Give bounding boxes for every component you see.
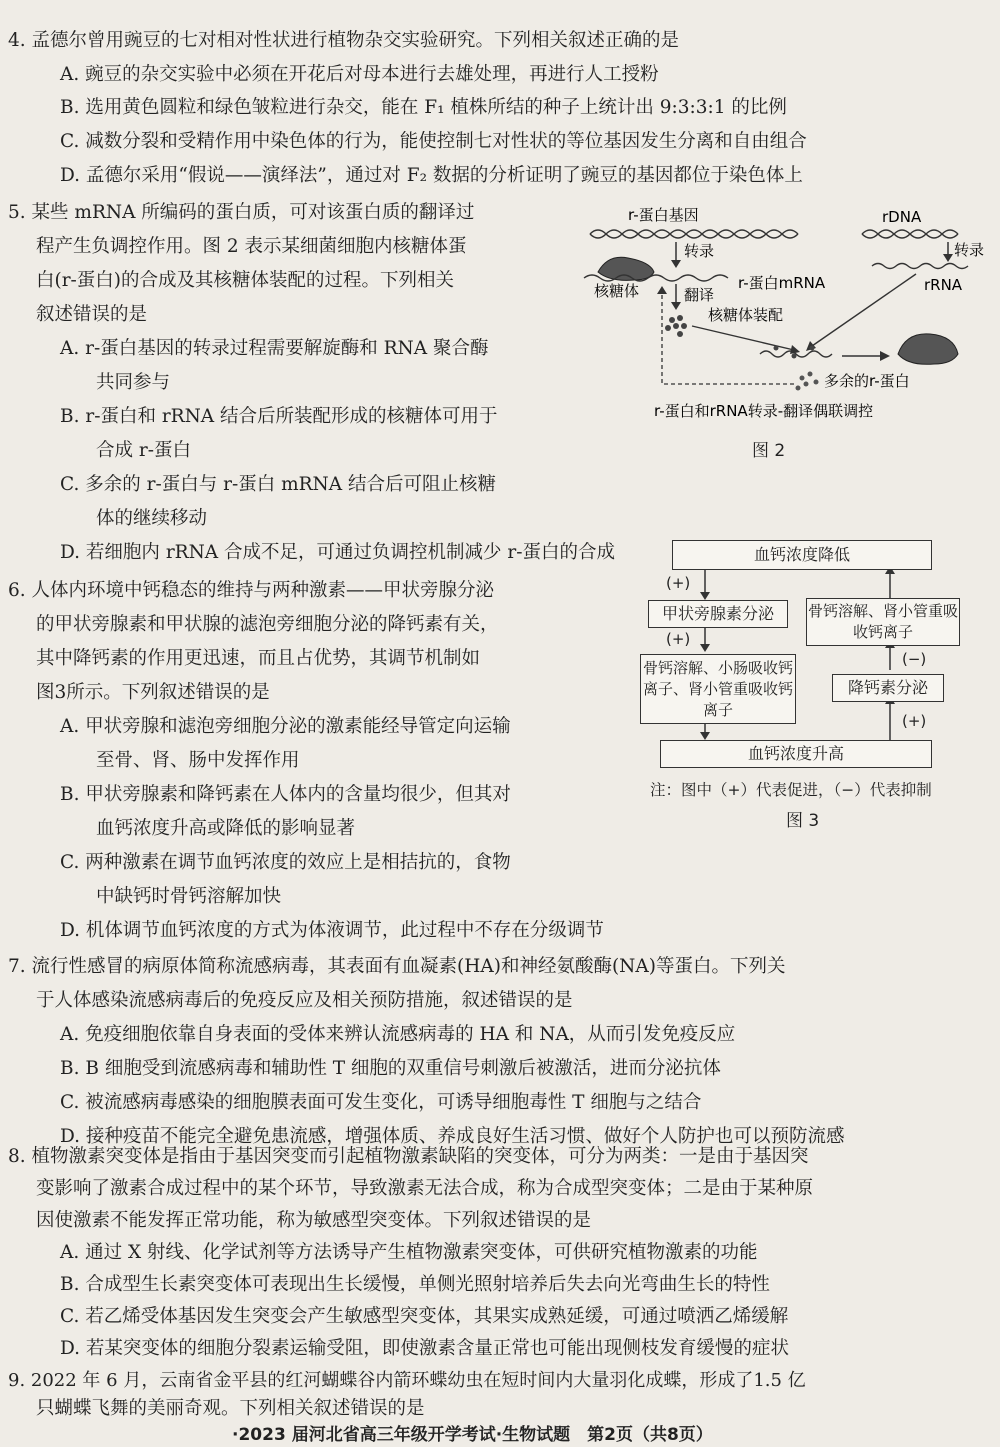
q8-stem-line3: 因使激素不能发挥正常功能，称为敏感型突变体。下列叙述错误的是 — [36, 1210, 592, 1231]
fig3-ct-box: 降钙素分泌 — [832, 674, 944, 702]
fig2-transcribe-label-2: 转录 — [954, 241, 985, 259]
q5-option-d: D. 若细胞内 rRNA 合成不足，可通过负调控机制减少 r-蛋白的合成 — [60, 542, 615, 563]
q5-option-c-cont: 体的继续移动 — [96, 508, 208, 529]
q9-stem-line1: 9. 2022 年 6 月，云南省金平县的红河蝴蝶谷内箭环蝶幼虫在短时间内大量羽化成蝶，形成了1.5 亿 — [8, 1370, 806, 1391]
q4-option-d: D. 孟德尔采用“假说——演绎法”，通过对 F₂ 数据的分析证明了豌豆的基因都位于染色体上 — [60, 165, 803, 186]
fig3-sign-plus-2: (+) — [666, 630, 691, 648]
q8-stem-line2: 变影响了激素合成过程中的某个环节，导致激素无法合成，称为合成型突变体；二是由于某种原 — [36, 1178, 814, 1199]
q8-option-d: D. 若某突变体的细胞分裂素运输受阻，即使激素含量正常也可能出现侧枝发育缓慢的症状 — [60, 1338, 789, 1359]
q7-stem-line1: 7. 流行性感冒的病原体简称流感病毒，其表面有血凝素(HA)和神经氨酸酶(NA)等蛋白。下列关 — [8, 956, 786, 977]
q6-stem-line3: 其中降钙素的作用更迅速，而且占优势，其调节机制如 — [36, 648, 481, 669]
page-footer: ·2023 届河北省高三年级开学考试·生物试题 第2页（共8页） — [232, 1425, 713, 1445]
q8-option-c: C. 若乙烯受体基因发生突变会产生敏感型突变体，其果实成熟延缓，可通过喷洒乙烯缓解 — [60, 1306, 789, 1327]
q4-option-a: A. 豌豆的杂交实验中必须在开花后对母本进行去雄处理，再进行人工授粉 — [60, 64, 659, 85]
q4-option-c: C. 减数分裂和受精作用中染色体的行为，能使控制七对性状的等位基因发生分离和自由组合 — [60, 131, 807, 152]
q6-option-b: B. 甲状旁腺素和降钙素在人体内的含量均很少，但其对 — [60, 784, 511, 805]
q5-stem-line2: 程产生负调控作用。图 2 表示某细菌细胞内核糖体蛋 — [36, 236, 467, 257]
q6-stem-line4: 图3所示。下列叙述错误的是 — [36, 682, 270, 703]
fig2-ribosome-label: 核糖体 — [594, 282, 640, 300]
fig2-rrna-label: rRNA — [924, 276, 963, 294]
fig2-translate-label: 翻译 — [684, 286, 715, 304]
fig2-caption: 图 2 — [752, 441, 786, 461]
fig3-right-effect-box: 骨钙溶解、肾小管重吸收钙离子 — [806, 598, 960, 646]
fig3-low-calcium-box: 血钙浓度降低 — [672, 540, 932, 570]
q7-option-c: C. 被流感病毒感染的细胞膜表面可发生变化，可诱导细胞毒性 T 细胞与之结合 — [60, 1092, 702, 1113]
q5-option-a: A. r-蛋白基因的转录过程需要解旋酶和 RNA 聚合酶 — [60, 338, 489, 359]
fig2-rdna-label: rDNA — [882, 208, 922, 226]
fig3-note: 注：图中（+）代表促进，（−）代表抑制 — [650, 781, 932, 799]
fig3-sign-plus-3: (+) — [902, 712, 927, 730]
q5-stem-line3: 白(r-蛋白)的合成及其核糖体装配的过程。下列相关 — [36, 270, 455, 291]
q6-stem-line1: 6. 人体内环境中钙稳态的维持与两种激素——甲状旁腺分泌 — [8, 580, 495, 601]
q6-stem-line2: 的甲状旁腺素和甲状腺的滤泡旁细胞分泌的降钙素有关， — [36, 614, 499, 635]
q6-option-c: C. 两种激素在调节血钙浓度的效应上是相拮抗的，食物 — [60, 852, 511, 873]
fig2-mrna-label: r-蛋白mRNA — [738, 274, 826, 292]
q6-option-c-cont: 中缺钙时骨钙溶解加快 — [96, 886, 282, 907]
q7-option-a: A. 免疫细胞依靠自身表面的受体来辨认流感病毒的 HA 和 NA，从而引发免疫反应 — [60, 1024, 736, 1045]
q5-option-b-cont: 合成 r-蛋白 — [96, 440, 191, 461]
q4-option-b: B. 选用黄色圆粒和绿色皱粒进行杂交，能在 F₁ 植株所结的种子上统计出 9:3:3:1 的比例 — [60, 97, 787, 118]
q7-option-b: B. B 细胞受到流感病毒和辅助性 T 细胞的双重信号刺激后被激活，进而分泌抗体 — [60, 1058, 721, 1079]
fig3-left-effect-box: 骨钙溶解、小肠吸收钙离子、肾小管重吸收钙离子 — [640, 654, 796, 724]
fig3-pth-box: 甲状旁腺素分泌 — [648, 600, 788, 628]
q8-stem-line1: 8. 植物激素突变体是指由于基因突变而引起植物激素缺陷的突变体，可分为两类：一是由于基因突 — [8, 1146, 809, 1167]
q7-stem-line2: 于人体感染流感病毒后的免疫反应及相关预防措施，叙述错误的是 — [36, 990, 573, 1011]
fig3-high-calcium-box: 血钙浓度升高 — [660, 740, 932, 768]
q5-option-c: C. 多余的 r-蛋白与 r-蛋白 mRNA 结合后可阻止核糖 — [60, 474, 496, 495]
fig2-title: r-蛋白和rRNA转录-翻译偶联调控 — [654, 402, 874, 420]
q6-option-a-cont: 至骨、肾、肠中发挥作用 — [96, 750, 300, 771]
q5-option-a-cont: 共同参与 — [96, 372, 171, 393]
fig3-sign-minus: (−) — [902, 650, 927, 668]
q6-option-d: D. 机体调节血钙浓度的方式为体液调节，此过程中不存在分级调节 — [60, 920, 604, 941]
fig3-sign-plus-1: (+) — [666, 574, 691, 592]
q9-stem-line2: 只蝴蝶飞舞的美丽奇观。下列相关叙述错误的是 — [36, 1398, 425, 1419]
fig2-transcribe-label-1: 转录 — [684, 242, 715, 260]
q4-stem: 4. 孟德尔曾用豌豆的七对相对性状进行植物杂交实验研究。下列相关叙述正确的是 — [8, 30, 680, 51]
q5-stem-line1: 5. 某些 mRNA 所编码的蛋白质，可对该蛋白质的翻译过 — [8, 202, 475, 223]
fig2-gene-label: r-蛋白基因 — [628, 206, 699, 224]
q8-option-a: A. 通过 X 射线、化学试剂等方法诱导产生植物激素突变体，可供研究植物激素的功能 — [60, 1242, 758, 1263]
q7-option-d: D. 接种疫苗不能完全避免患流感，增强体质、养成良好生活习惯、做好个人防护也可以预防流感 — [60, 1126, 845, 1147]
fig2-excess-label: 多余的r-蛋白 — [824, 372, 910, 390]
fig3-caption: 图 3 — [786, 811, 820, 831]
q6-option-a: A. 甲状旁腺和滤泡旁细胞分泌的激素能经导管定向运输 — [60, 716, 511, 737]
q5-option-b: B. r-蛋白和 rRNA 结合后所装配形成的核糖体可用于 — [60, 406, 498, 427]
q5-stem-line4: 叙述错误的是 — [36, 304, 148, 325]
q8-option-b: B. 合成型生长素突变体可表现出生长缓慢，单侧光照射培养后失去向光弯曲生长的特性 — [60, 1274, 770, 1295]
q6-option-b-cont: 血钙浓度升高或降低的影响显著 — [96, 818, 356, 839]
fig2-assembly-label: 核糖体装配 — [708, 306, 784, 324]
